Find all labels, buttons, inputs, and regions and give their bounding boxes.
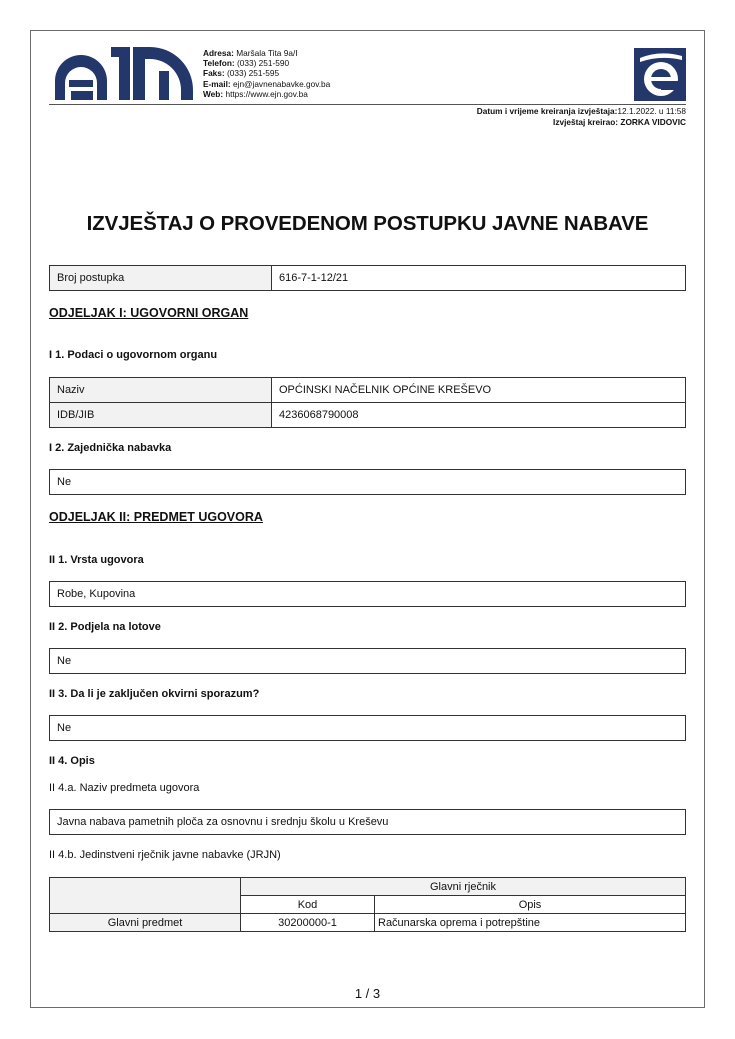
jrjn-row-label: Glavni predmet <box>50 914 241 932</box>
section1-sub2: I 2. Zajednička nabavka <box>49 442 172 454</box>
report-meta <box>477 106 686 127</box>
authority-name-label: Naziv <box>50 378 272 403</box>
e-logo <box>634 48 686 101</box>
table-row <box>50 378 686 403</box>
ejn-logo <box>55 47 193 100</box>
jrjn-table <box>49 877 686 932</box>
authority-table <box>49 377 686 428</box>
jrjn-desc: Računarska oprema i potrepštine <box>375 914 686 932</box>
authority-id-label: IDB/JIB <box>50 403 272 428</box>
contact-block <box>203 48 330 99</box>
procedure-table <box>49 265 686 291</box>
jrjn-col-desc: Opis <box>375 896 686 914</box>
joint-procurement-value: Ne <box>49 469 686 495</box>
lots-value: Ne <box>49 648 686 674</box>
section1-sub1: I 1. Podaci o ugovornom organu <box>49 349 218 361</box>
section2-sub1: II 1. Vrsta ugovora <box>49 554 144 566</box>
table-row <box>50 403 686 428</box>
page-title: IZVJEŠTAJ O PROVEDENOM POSTUPKU JAVNE NABAVE <box>86 212 649 235</box>
jrjn-corner-cell <box>50 878 241 914</box>
author-line: Izvještaj kreirao: ZORKA VIDOVIC <box>553 116 686 127</box>
contact-email: E-mail: ejn@javnenabavke.gov.ba <box>203 78 331 89</box>
section2-sub4a: II 4.a. Naziv predmeta ugovora <box>49 782 200 794</box>
jrjn-col-code: Kod <box>241 896 375 914</box>
contact-fax: Faks: (033) 251-595 <box>203 68 280 79</box>
created-line: Datum i vrijeme kreiranja izvještaja:12.1.2022. u 11:58 <box>476 106 686 116</box>
section2-sub4b: II 4.b. Jedinstveni rječnik javne nabavke (JRJN) <box>49 849 281 861</box>
authority-id-value: 4236068790008 <box>272 403 686 428</box>
authority-name-value: OPĆINSKI NAČELNIK OPĆINE KREŠEVO <box>272 378 686 403</box>
contact-phone: Telefon: (033) 251-590 <box>203 58 290 69</box>
table-row <box>50 266 686 291</box>
jrjn-code: 30200000-1 <box>241 914 375 932</box>
procedure-value: 616-7-1-12/21 <box>272 266 686 291</box>
page-number: 1 / 3 <box>354 986 381 1001</box>
section2-sub4: II 4. Opis <box>49 755 95 767</box>
contact-web: Web: https://www.ejn.gov.ba <box>203 88 308 99</box>
framework-value: Ne <box>49 715 686 741</box>
section2-heading: ODJELJAK II: PREDMET UGOVORA <box>49 510 263 524</box>
table-row <box>50 878 686 896</box>
procedure-label: Broj postupka <box>50 266 272 291</box>
contract-subject-value: Javna nabava pametnih ploča za osnovnu i srednju školu u Kreševu <box>49 809 686 835</box>
section1-heading: ODJELJAK I: UGOVORNI ORGAN <box>49 306 249 320</box>
contract-type-value: Robe, Kupovina <box>49 581 686 607</box>
section2-sub2: II 2. Podjela na lotove <box>49 621 161 633</box>
section2-sub3: II 3. Da li je zaključen okvirni sporazum? <box>49 688 260 700</box>
header-rule <box>49 104 686 105</box>
jrjn-group-header: Glavni rječnik <box>241 878 686 896</box>
contact-address: Adresa: Maršala Tita 9a/I <box>203 48 298 58</box>
table-row <box>50 914 686 932</box>
